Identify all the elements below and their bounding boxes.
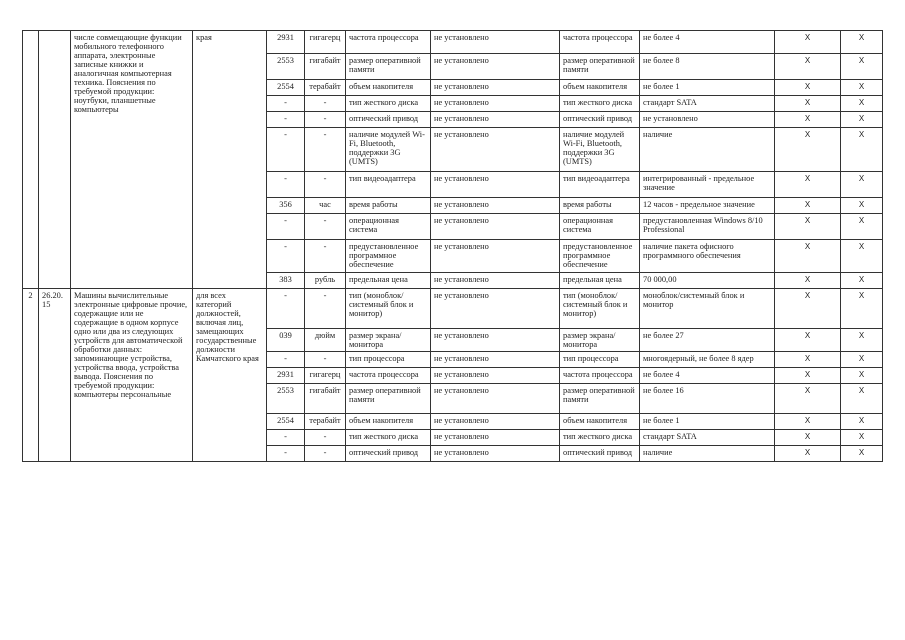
okei-code: -	[267, 289, 305, 329]
unit-name: час	[305, 198, 346, 214]
characteristic: предельная цена	[346, 273, 431, 289]
justification-mark: X	[841, 214, 883, 240]
functional-purpose-mark: X	[775, 414, 841, 430]
state-value: не более 4	[640, 31, 775, 54]
unit-name: -	[305, 446, 346, 462]
justification-mark: X	[841, 329, 883, 352]
characteristic: наличие модулей Wi-Fi, Bluetooth, поддержки 3G (UMTS)	[346, 128, 431, 172]
okei-code: -	[267, 112, 305, 128]
functional-purpose-mark: X	[775, 329, 841, 352]
characteristic: тип процессора	[346, 352, 431, 368]
characteristic-state: объем накопителя	[560, 80, 640, 96]
approved-value: не установлено	[431, 172, 560, 198]
approved-value: не установлено	[431, 368, 560, 384]
characteristic-state: тип жесткого диска	[560, 96, 640, 112]
okei-code: 039	[267, 329, 305, 352]
characteristic-state: предельная цена	[560, 273, 640, 289]
functional-purpose-mark: X	[775, 172, 841, 198]
approved-value: не установлено	[431, 198, 560, 214]
characteristic: частота процессора	[346, 368, 431, 384]
product-name: числе совмещающие функции мобильного телефонного аппарата, электронные записные книжки и аналогичная компьютерная техника. Пояснения по требуемой продукции: ноутбуки, планшетные компьютеры	[71, 31, 193, 289]
characteristic: оптический привод	[346, 446, 431, 462]
justification-mark: X	[841, 80, 883, 96]
unit-name: гигагерц	[305, 31, 346, 54]
justification-mark: X	[841, 198, 883, 214]
state-value: наличие	[640, 128, 775, 172]
justification-mark: X	[841, 96, 883, 112]
approved-value: не установлено	[431, 289, 560, 329]
row-number: 2	[23, 289, 39, 462]
document-page	[22, 30, 882, 462]
characteristic-state: тип процессора	[560, 352, 640, 368]
unit-name: -	[305, 430, 346, 446]
okei-code: -	[267, 352, 305, 368]
approved-value: не установлено	[431, 112, 560, 128]
characteristic-state: оптический привод	[560, 112, 640, 128]
characteristic: частота процессора	[346, 31, 431, 54]
table-row	[23, 31, 883, 54]
functional-purpose-mark: X	[775, 96, 841, 112]
unit-name: -	[305, 96, 346, 112]
characteristic-state: размер оперативной памяти	[560, 384, 640, 414]
approved-value: не установлено	[431, 54, 560, 80]
unit-name: терабайт	[305, 414, 346, 430]
unit-name: -	[305, 112, 346, 128]
okei-code: 2554	[267, 80, 305, 96]
okei-code: -	[267, 96, 305, 112]
characteristic: время работы	[346, 198, 431, 214]
okei-code: 2553	[267, 54, 305, 80]
approved-value: не установлено	[431, 80, 560, 96]
table-row	[23, 289, 883, 329]
okei-code: -	[267, 214, 305, 240]
unit-name: гигабайт	[305, 384, 346, 414]
state-value: моноблок/системный блок и монитор	[640, 289, 775, 329]
unit-name: рубль	[305, 273, 346, 289]
state-value: стандарт SATA	[640, 430, 775, 446]
functional-purpose-mark: X	[775, 273, 841, 289]
justification-mark: X	[841, 446, 883, 462]
approved-value: не установлено	[431, 352, 560, 368]
characteristic-state: размер экрана/монитора	[560, 329, 640, 352]
approved-value: не установлено	[431, 214, 560, 240]
state-value: не установлено	[640, 112, 775, 128]
approved-value: не установлено	[431, 430, 560, 446]
characteristic-state: тип видеоадаптера	[560, 172, 640, 198]
characteristic-state: оптический привод	[560, 446, 640, 462]
approved-value: не установлено	[431, 96, 560, 112]
justification-mark: X	[841, 414, 883, 430]
justification-mark: X	[841, 384, 883, 414]
functional-purpose-mark: X	[775, 31, 841, 54]
functional-purpose-mark: X	[775, 128, 841, 172]
unit-name: -	[305, 214, 346, 240]
position-category: для всех категорий должностей, включая лиц, замещающих государственные должности Камчатского края	[193, 289, 267, 462]
justification-mark: X	[841, 172, 883, 198]
characteristic-state: тип жесткого диска	[560, 430, 640, 446]
state-value: 12 часов - предельное значение	[640, 198, 775, 214]
unit-name: дюйм	[305, 329, 346, 352]
approved-value: не установлено	[431, 273, 560, 289]
justification-mark: X	[841, 112, 883, 128]
approved-value: не установлено	[431, 414, 560, 430]
table-body	[23, 31, 883, 462]
functional-purpose-mark: X	[775, 198, 841, 214]
unit-name: -	[305, 352, 346, 368]
functional-purpose-mark: X	[775, 446, 841, 462]
okei-code: 356	[267, 198, 305, 214]
state-value: наличие пакета офисного программного обеспечения	[640, 240, 775, 273]
functional-purpose-mark: X	[775, 289, 841, 329]
characteristic: операционная система	[346, 214, 431, 240]
justification-mark: X	[841, 54, 883, 80]
justification-mark: X	[841, 430, 883, 446]
state-value: многоядерный, не более 8 ядер	[640, 352, 775, 368]
functional-purpose-mark: X	[775, 384, 841, 414]
state-value: предустановленная Windows 8/10 Professional	[640, 214, 775, 240]
characteristic: объем накопителя	[346, 414, 431, 430]
characteristic: тип жесткого диска	[346, 96, 431, 112]
unit-name: -	[305, 289, 346, 329]
product-name: Машины вычислительные электронные цифровые прочие, содержащие или не содержащие в одном корпусе одно или два из следующих устройств для автоматической обработки данных: запоминающие устройства, устройства ввода, устройства вывода. Пояснения по требуемой продукции: компьютеры персональные	[71, 289, 193, 462]
state-value: не более 27	[640, 329, 775, 352]
okpd-code	[39, 31, 71, 289]
approved-value: не установлено	[431, 384, 560, 414]
unit-name: -	[305, 128, 346, 172]
okei-code: 383	[267, 273, 305, 289]
okei-code: -	[267, 240, 305, 273]
functional-purpose-mark: X	[775, 80, 841, 96]
approved-value: не установлено	[431, 240, 560, 273]
okei-code: -	[267, 128, 305, 172]
characteristic: тип видеоадаптера	[346, 172, 431, 198]
approved-value: не установлено	[431, 128, 560, 172]
okei-code: 2554	[267, 414, 305, 430]
characteristic-state: частота процессора	[560, 368, 640, 384]
okei-code: 2931	[267, 31, 305, 54]
functional-purpose-mark: X	[775, 240, 841, 273]
characteristic-state: объем накопителя	[560, 414, 640, 430]
state-value: 70 000,00	[640, 273, 775, 289]
okei-code: 2553	[267, 384, 305, 414]
characteristic: предустановленное программное обеспечение	[346, 240, 431, 273]
functional-purpose-mark: X	[775, 352, 841, 368]
state-value: наличие	[640, 446, 775, 462]
position-category: края	[193, 31, 267, 289]
characteristic-state: предустановленное программное обеспечение	[560, 240, 640, 273]
functional-purpose-mark: X	[775, 112, 841, 128]
justification-mark: X	[841, 273, 883, 289]
unit-name: гигабайт	[305, 54, 346, 80]
state-value: не более 1	[640, 414, 775, 430]
characteristic-state: частота процессора	[560, 31, 640, 54]
characteristic-state: размер оперативной памяти	[560, 54, 640, 80]
unit-name: -	[305, 172, 346, 198]
characteristic: размер оперативной памяти	[346, 384, 431, 414]
unit-name: -	[305, 240, 346, 273]
justification-mark: X	[841, 289, 883, 329]
state-value: не более 8	[640, 54, 775, 80]
characteristic-state: операционная система	[560, 214, 640, 240]
approved-value: не установлено	[431, 446, 560, 462]
functional-purpose-mark: X	[775, 430, 841, 446]
characteristic: тип (моноблок/системный блок и монитор)	[346, 289, 431, 329]
justification-mark: X	[841, 128, 883, 172]
state-value: интегрированный - предельное значение	[640, 172, 775, 198]
state-value: не более 4	[640, 368, 775, 384]
state-value: не более 1	[640, 80, 775, 96]
characteristic-state: время работы	[560, 198, 640, 214]
characteristic: объем накопителя	[346, 80, 431, 96]
functional-purpose-mark: X	[775, 368, 841, 384]
characteristic: тип жесткого диска	[346, 430, 431, 446]
characteristic: размер экрана/монитора	[346, 329, 431, 352]
justification-mark: X	[841, 240, 883, 273]
characteristic: оптический привод	[346, 112, 431, 128]
unit-name: терабайт	[305, 80, 346, 96]
requirements-table	[22, 30, 883, 462]
unit-name: гигагерц	[305, 368, 346, 384]
state-value: не более 16	[640, 384, 775, 414]
state-value: стандарт SATA	[640, 96, 775, 112]
functional-purpose-mark: X	[775, 214, 841, 240]
okei-code: -	[267, 172, 305, 198]
okpd-code: 26.20.15	[39, 289, 71, 462]
characteristic-state: наличие модулей Wi-Fi, Bluetooth, поддержки 3G (UMTS)	[560, 128, 640, 172]
justification-mark: X	[841, 352, 883, 368]
okei-code: -	[267, 446, 305, 462]
justification-mark: X	[841, 368, 883, 384]
characteristic-state: тип (моноблок/системный блок и монитор)	[560, 289, 640, 329]
approved-value: не установлено	[431, 329, 560, 352]
justification-mark: X	[841, 31, 883, 54]
characteristic: размер оперативной памяти	[346, 54, 431, 80]
okei-code: 2931	[267, 368, 305, 384]
approved-value: не установлено	[431, 31, 560, 54]
row-number	[23, 31, 39, 289]
functional-purpose-mark: X	[775, 54, 841, 80]
okei-code: -	[267, 430, 305, 446]
